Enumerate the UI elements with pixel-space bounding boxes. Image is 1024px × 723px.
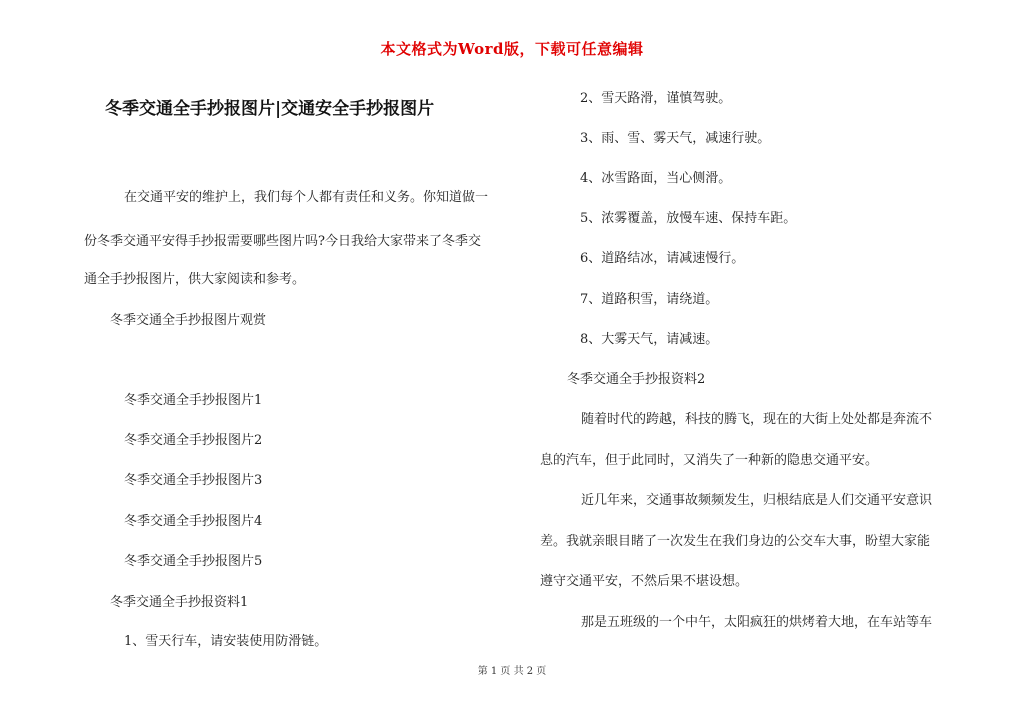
para2-line-2: 差。我就亲眼目睹了一次发生在我们身边的公交车大事，盼望大家能 <box>540 534 931 549</box>
intro-line-3: 通全手抄报图片，供大家阅读和参考。 <box>84 272 306 287</box>
page-number: 第 1 页 共 2 页 <box>477 666 547 677</box>
list-item-8: 8、大雾天气，请减速。 <box>580 332 719 347</box>
picture-caption-1: 冬季交通全手抄报图片1 <box>124 393 263 408</box>
list-item-1: 1、雪天行车，请安装使用防滑链。 <box>124 634 328 649</box>
picture-caption-5: 冬季交通全手抄报图片5 <box>124 554 263 569</box>
section-heading-material-2: 冬季交通全手抄报资料2 <box>567 372 706 387</box>
download-banner: 本文格式为Word版，下载可任意编辑 <box>380 40 644 58</box>
para3-line-1: 那是五班级的一个中午，太阳疯狂的烘烤着大地，在车站等车 <box>581 615 933 630</box>
picture-caption-3: 冬季交通全手抄报图片3 <box>124 473 263 488</box>
list-item-3: 3、雨、雪、雾天气，减速行驶。 <box>580 131 771 146</box>
intro-line-1: 在交通平安的维护上，我们每个人都有责任和义务。你知道做一 <box>124 190 489 205</box>
list-item-6: 6、道路结冰，请减速慢行。 <box>580 251 745 266</box>
para2-line-3: 遵守交通平安，不然后果不堪设想。 <box>540 574 749 589</box>
para2-line-1: 近几年来，交通事故频频发生，归根结底是人们交通平安意识 <box>581 493 933 508</box>
list-item-5: 5、浓雾覆盖，放慢车速、保持车距。 <box>580 211 797 226</box>
section-heading-material-1: 冬季交通全手抄报资料1 <box>110 595 249 610</box>
para1-line-1: 随着时代的跨越，科技的腾飞，现在的大街上处处都是奔流不 <box>581 412 933 427</box>
picture-caption-2: 冬季交通全手抄报图片2 <box>124 433 263 448</box>
section-heading-gallery: 冬季交通全手抄报图片观赏 <box>110 313 267 328</box>
list-item-2: 2、雪天路滑，谨慎驾驶。 <box>580 91 732 106</box>
document-title: 冬季交通全手抄报图片|交通安全手抄报图片 <box>105 99 435 119</box>
list-item-4: 4、冰雪路面，当心侧滑。 <box>580 171 732 186</box>
picture-caption-4: 冬季交通全手抄报图片4 <box>124 514 263 529</box>
intro-line-2: 份冬季交通平安得手抄报需要哪些图片吗?今日我给大家带来了冬季交 <box>84 234 481 249</box>
list-item-7: 7、道路积雪，请绕道。 <box>580 292 719 307</box>
para1-line-2: 息的汽车，但于此同时，又消失了一种新的隐患交通平安。 <box>540 453 879 468</box>
